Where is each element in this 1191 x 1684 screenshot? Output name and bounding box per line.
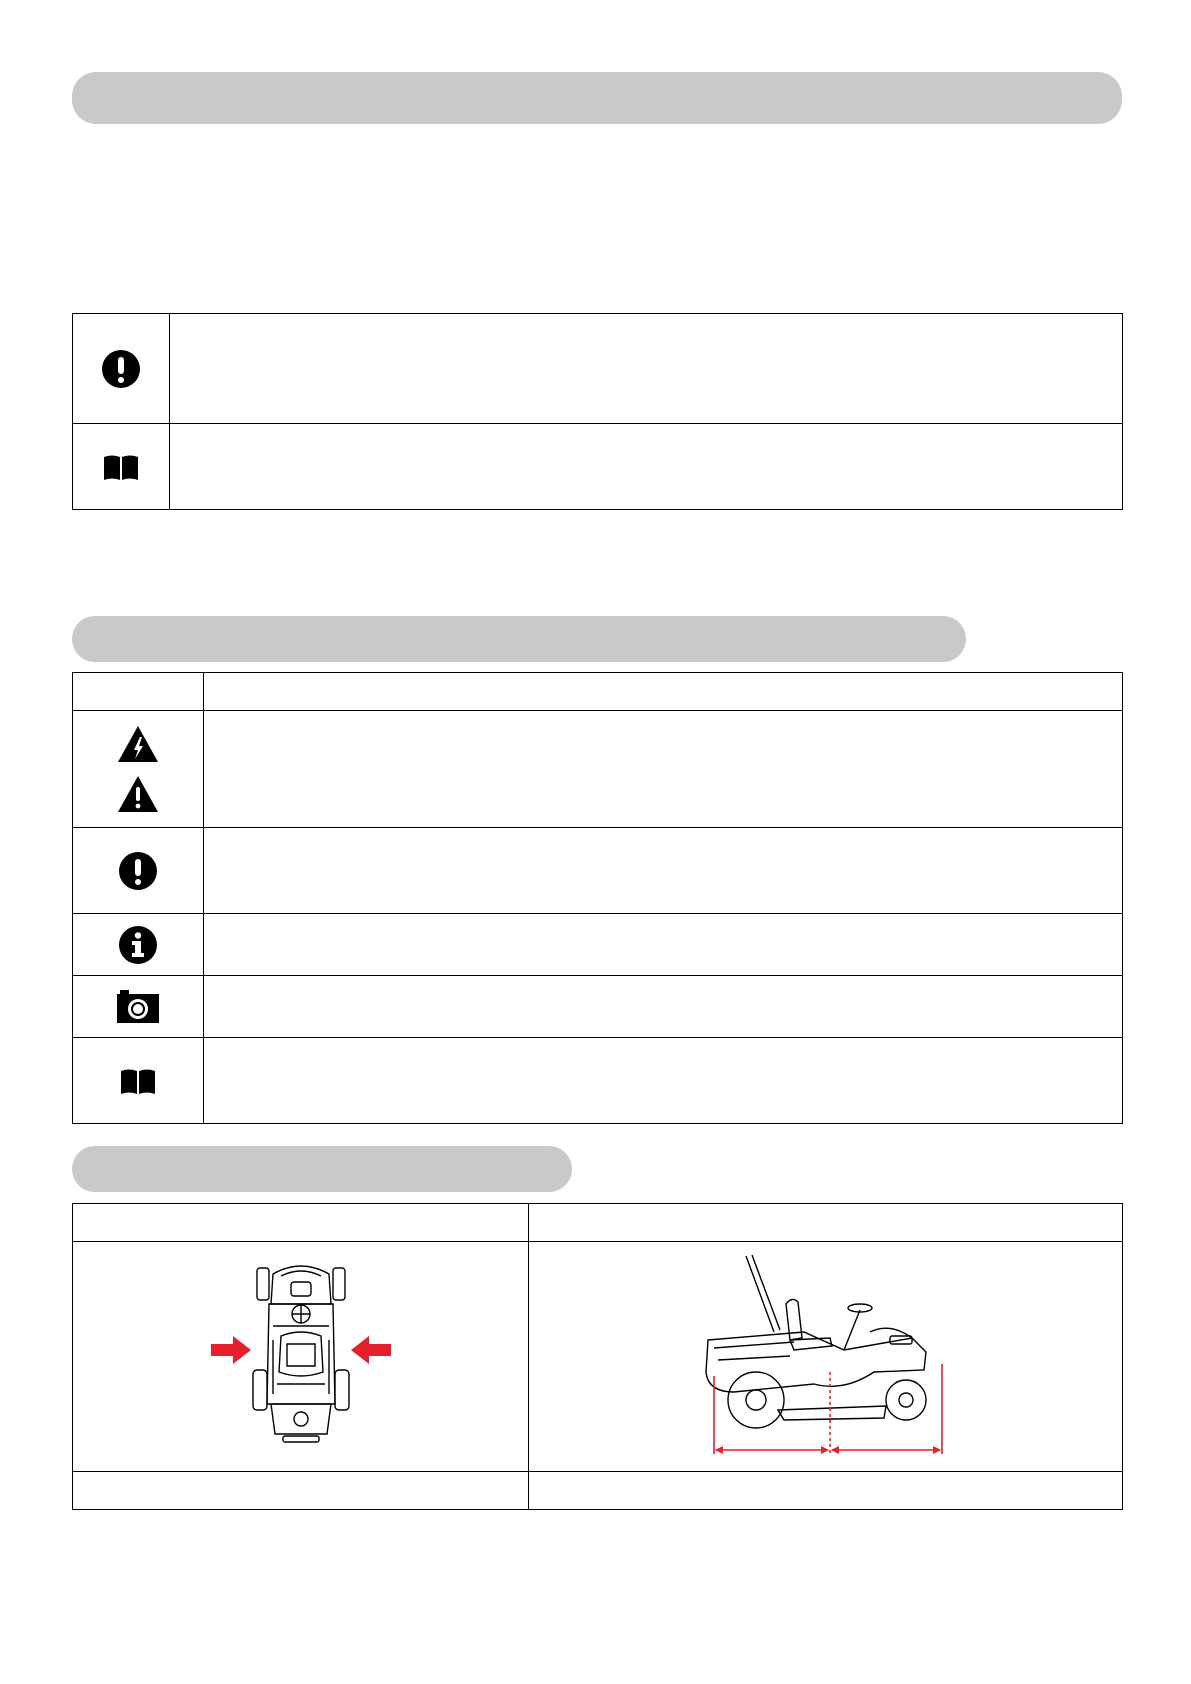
symbols-row-camera <box>73 976 1123 1038</box>
symbols-text-cell <box>204 914 1123 976</box>
section-header-bar-2 <box>72 616 966 662</box>
side-view-mower-illustration <box>694 1252 954 1462</box>
symbols-text-book <box>204 1072 228 1088</box>
symbols-text-cell <box>204 711 1123 828</box>
symbols-icon-cell <box>73 711 204 828</box>
section-header-bar-3 <box>72 1146 572 1192</box>
terms-caption-right <box>529 1472 1123 1510</box>
notice-row-important <box>73 314 1123 424</box>
notice-icon-cell <box>73 314 170 424</box>
symbols-icon-cell <box>73 976 204 1038</box>
exclamation-circle-icon <box>118 851 158 891</box>
symbols-text-warning <box>204 760 228 776</box>
terms-image-cell-right <box>529 1242 1123 1472</box>
notice-table <box>72 313 1123 510</box>
terms-caption-row <box>73 1472 1123 1510</box>
warning-triangle-icon <box>117 775 159 813</box>
top-view-mower-illustration <box>211 1254 391 1454</box>
symbols-text-cell <box>204 1038 1123 1124</box>
symbols-icon-cell <box>73 1038 204 1124</box>
symbols-text-cell <box>204 828 1123 914</box>
terms-caption-left <box>73 1472 529 1510</box>
symbols-row-info <box>73 914 1123 976</box>
terms-header-right <box>529 1204 1123 1242</box>
notice-text-book <box>170 458 194 474</box>
symbols-header-row <box>73 673 1123 711</box>
exclamation-circle-icon <box>101 349 141 389</box>
terms-table <box>72 1203 1123 1510</box>
symbols-text-info <box>204 936 228 952</box>
notice-icon-cell <box>73 424 170 510</box>
electric-warning-triangle-icon <box>117 725 159 763</box>
notice-text-cell <box>170 424 1123 510</box>
notice-text-cell <box>170 314 1123 424</box>
symbols-text-camera <box>204 998 228 1014</box>
terms-header-left <box>73 1204 529 1242</box>
notice-text-important <box>170 360 194 376</box>
symbols-text-cell <box>204 976 1123 1038</box>
symbols-row-important <box>73 828 1123 914</box>
terms-image-cell-left <box>73 1242 529 1472</box>
terms-header-row <box>73 1204 1123 1242</box>
symbols-text-important <box>204 862 228 878</box>
symbols-icon-cell <box>73 828 204 914</box>
symbols-header-symbol <box>73 673 204 711</box>
camera-icon <box>116 990 160 1024</box>
symbols-icon-cell <box>73 914 204 976</box>
open-book-icon <box>119 1067 157 1095</box>
notice-row-book <box>73 424 1123 510</box>
info-circle-icon <box>118 925 158 965</box>
symbols-table <box>72 672 1123 1124</box>
open-book-icon <box>102 453 140 481</box>
symbols-row-book <box>73 1038 1123 1124</box>
symbols-header-meaning <box>204 673 1123 711</box>
section-header-bar-1 <box>72 72 1122 124</box>
terms-image-row <box>73 1242 1123 1472</box>
symbols-row-warning <box>73 711 1123 828</box>
